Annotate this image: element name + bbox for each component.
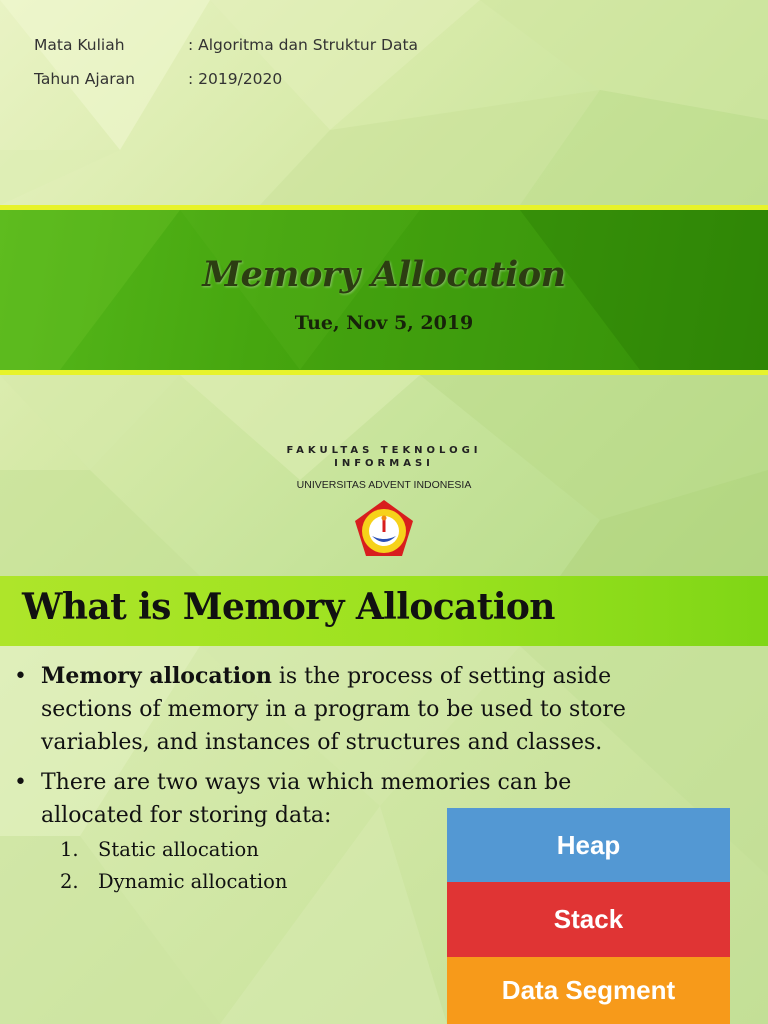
bullet-icon: • bbox=[14, 770, 27, 795]
bullet-text: There are two ways via which memories can be allocated for storing data: bbox=[41, 770, 572, 828]
university-logo bbox=[352, 498, 416, 562]
list-text: Static allocation bbox=[98, 838, 259, 861]
meta-value: : Algoritma dan Struktur Data bbox=[188, 36, 419, 54]
list-text: Dynamic allocation bbox=[98, 870, 288, 893]
slide-title: Memory Allocation bbox=[202, 254, 566, 295]
slide-header-bar bbox=[0, 576, 768, 646]
memory-block-stack: Stack bbox=[447, 882, 730, 957]
band-bottom-line bbox=[0, 370, 768, 375]
title-band bbox=[0, 210, 768, 370]
bullet-icon: • bbox=[14, 664, 27, 689]
meta-label: Mata Kuliah bbox=[34, 36, 125, 54]
bullet-text: is the process of setting aside sections of memory in a program to be used to store variables, and instances of structures and classes. bbox=[41, 664, 626, 755]
faculty-line-1: FAKULTAS TEKNOLOGI bbox=[286, 445, 482, 456]
meta-value: : 2019/2020 bbox=[188, 70, 283, 88]
faculty-line-2: INFORMASI bbox=[334, 458, 434, 469]
slide-date: Tue, Nov 5, 2019 bbox=[294, 312, 474, 334]
content-slide bbox=[0, 576, 768, 1024]
meta-label: Tahun Ajaran bbox=[34, 70, 135, 88]
bold-term: Memory allocation bbox=[41, 663, 272, 689]
list-number: 1. bbox=[60, 838, 79, 861]
university-name: UNIVERSITAS ADVENT INDONESIA bbox=[296, 479, 472, 491]
memory-block-heap: Heap bbox=[447, 808, 730, 882]
bullet-definition bbox=[14, 660, 704, 759]
slide-title: What is Memory Allocation bbox=[22, 586, 555, 628]
list-number: 2. bbox=[60, 870, 79, 893]
memory-block-data-segment: Data Segment bbox=[447, 957, 730, 1024]
